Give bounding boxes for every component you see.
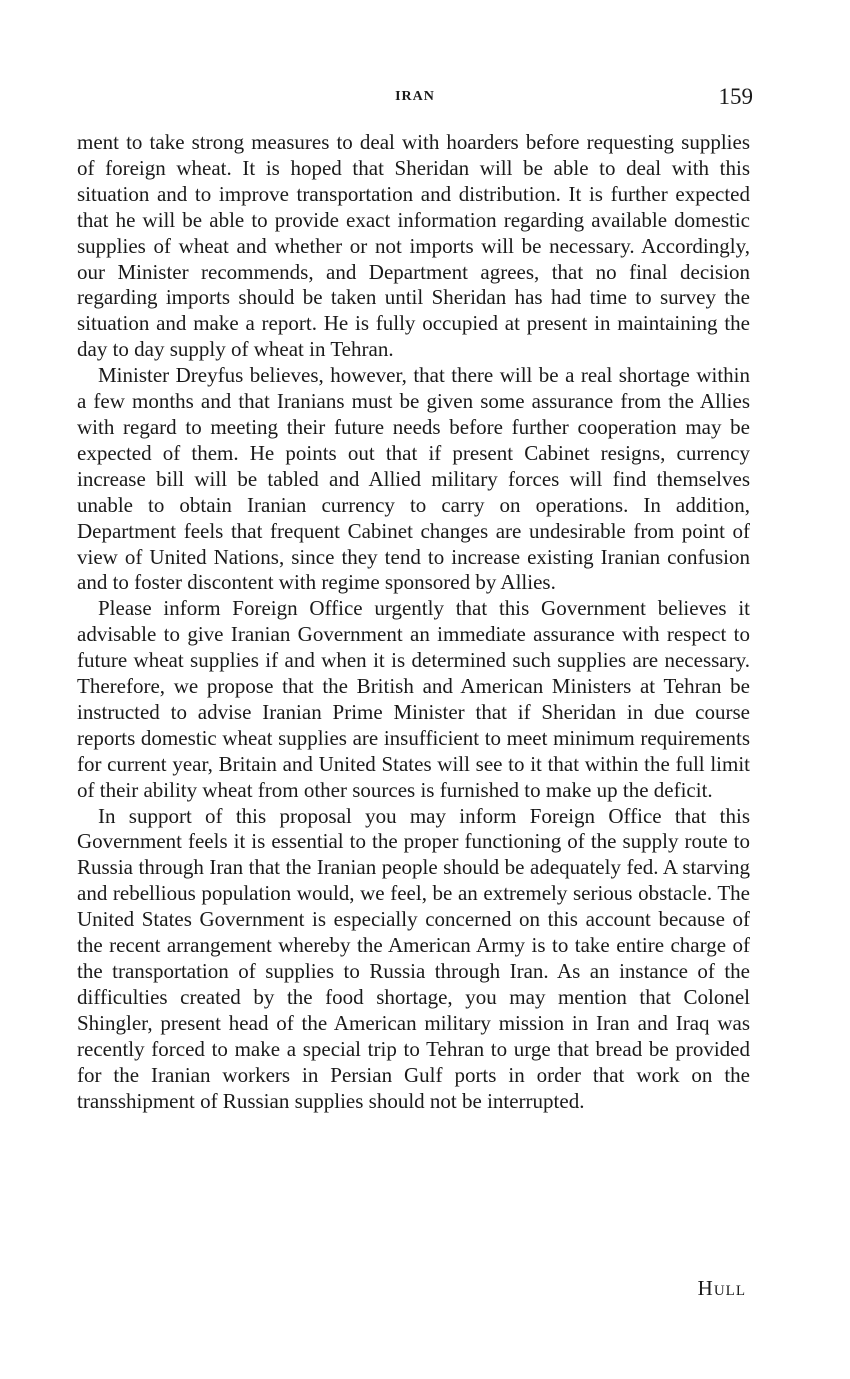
paragraph: Minister Dreyfus believes, however, that there will be a real shortage within a few months and that Iranians must be given some assurance from the Allies with regard to meeting their future needs before further cooperation may be expected of them. He points out that if present Cabinet resigns, currency increase bill will be tabled and Allied military forces will find themselves unable to obtain Iranian currency to carry on operations. In addition, Department feels that frequent Cabinet changes are undesirable from point of view of United Nations, since they tend to increase existing Iranian confusion and to foster discontent with regime sponsored by Allies. xyxy=(77,363,750,595)
paragraph: In support of this proposal you may inform Foreign Office that this Government feels it is essential to the proper functioning of the supply route to Russia through Iran that the Iranian people should be adequately fed. A starving and rebellious population would, we feel, be an extremely serious obstacle. The United States Government is especially concerned on this account because of the recent arrangement whereby the American Army is to take entire charge of the transportation of supplies to Russia through Iran. As an instance of the difficulties created by the food shortage, you may mention that Colonel Shingler, present head of the American military mission in Iran and Iraq was recently forced to make a special trip to Tehran to urge that bread be provided for the Iranian workers in Persian Gulf ports in order that work on the transshipment of Russian supplies should not be interrupted. xyxy=(77,803,750,1113)
paragraph-continued: ment to take strong measures to deal with hoarders before requesting supplies of foreign wheat. It is hoped that Sheridan will be able to deal with this situation and to improve transportation and distribution. It is further expected that he will be able to provide exact information regarding available domestic supplies of wheat and whether or not imports will be necessary. Accordingly, our Minister recommends, and Department agrees, that no final decision regarding imports should be taken until Sheridan has had time to survey the situation and make a report. He is fully occupied at present in maintaining the day to day supply of wheat in Tehran. xyxy=(77,130,750,362)
signature: Hull xyxy=(697,1276,746,1300)
page-number: 159 xyxy=(718,84,753,109)
running-head xyxy=(77,84,753,114)
running-title: IRAN xyxy=(395,89,435,104)
body-text xyxy=(77,130,750,1114)
paragraph: Please inform Foreign Office urgently that this Government believes it advisable to give Iranian Government an immediate assurance with respect to future wheat supplies if and when it is determined such supplies are necessary. Therefore, we propose that the British and American Ministers at Tehran be instructed to advise Iranian Prime Minister that if Sheridan in due course reports domestic wheat supplies are insufficient to meet minimum requirements for current year, Britain and United States will see to it that within the full limit of their ability wheat from other sources is furnished to make up the deficit. xyxy=(77,596,750,802)
